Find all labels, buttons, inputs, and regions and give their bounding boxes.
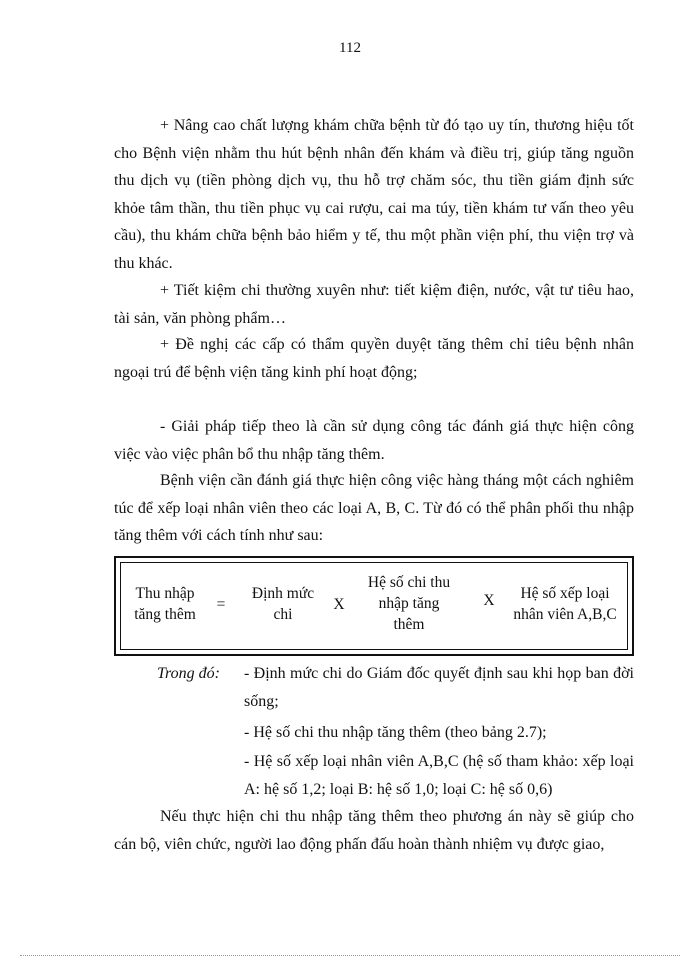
page-edge-divider bbox=[20, 955, 680, 956]
formula-term-norm-line2: chi bbox=[273, 606, 293, 623]
formula-term-norm-line1: Định mức bbox=[251, 585, 315, 602]
paragraph-cost-saving: + Tiết kiệm chi thường xuyên như: tiết kiệm điện, nước, vật tư tiêu hao, tài sản, văn phòng phẩm… bbox=[114, 282, 634, 327]
formula-term-norm bbox=[233, 583, 333, 625]
formula-times-2: X bbox=[483, 592, 495, 609]
formula-times-1: X bbox=[333, 596, 345, 613]
paragraph-revenue-measures: + Nâng cao chất lượng khám chữa bệnh từ đó tạo uy tín, thương hiệu tốt cho Bệnh viện nhằm thu hút bệnh nhân đến khám và điều trị, giúp tăng nguồn thu dịch vụ (tiền phòng dịch vụ, thu hỗ trợ chăm sóc, thu tiền giám định sức khỏe tâm thần, thu tiền phục vụ cai rượu, cai ma túy, tiền khám tư vấn theo yêu cầu), thu khám chữa bệnh bảo hiểm y tế, thu một phần viện phí, thu viện trợ và thu khác. bbox=[114, 117, 634, 272]
formula-term-coefficient bbox=[349, 572, 469, 635]
formula-term-income-line1: Thu nhập bbox=[135, 585, 195, 602]
formula-term-income bbox=[123, 583, 207, 625]
paragraph-performance-evaluation: - Giải pháp tiếp theo là cần sử dụng công tác đánh giá thực hiện công việc vào việc phân bổ thu nhập tăng thêm. bbox=[114, 418, 634, 463]
note-coefficient: - Hệ số chi thu nhập tăng thêm (theo bảng 2.7); bbox=[244, 724, 547, 741]
formula-term-coefficient-line1: Hệ số chi thu bbox=[367, 574, 451, 591]
formula-equals: = bbox=[216, 596, 226, 613]
paragraph-conclusion: Nếu thực hiện chi thu nhập tăng thêm theo phương án này sẽ giúp cho cán bộ, viên chức, người lao động phấn đấu hoàn thành nhiệm vụ được giao, bbox=[114, 808, 634, 853]
formula-box bbox=[114, 556, 634, 656]
formula-term-coefficient-line2: nhập tăng bbox=[378, 595, 440, 612]
note-norm: - Định mức chi do Giám đốc quyết định sau khi họp ban đời sống; bbox=[244, 665, 634, 710]
paragraph-outpatient-quota: + Đề nghị các cấp có thẩm quyền duyệt tăng thêm chỉ tiêu bệnh nhân ngoại trú để bệnh viện tăng kinh phí hoạt động; bbox=[114, 336, 634, 381]
formula-term-ranking-line2: nhân viên A,B,C bbox=[513, 606, 617, 623]
formula-term-ranking bbox=[503, 583, 627, 625]
formula-term-coefficient-line3: thêm bbox=[393, 616, 425, 633]
note-ranking: - Hệ số xếp loại nhân viên A,B,C (hệ số tham khảo: xếp loại A: hệ số 1,2; loại B: hệ số 1,0; loại C: hệ số 0,6) bbox=[244, 753, 634, 798]
notes-label: Trong đó: bbox=[157, 665, 220, 682]
formula-term-income-line2: tăng thêm bbox=[134, 606, 196, 623]
page-number: 112 bbox=[339, 40, 361, 56]
paragraph-monthly-evaluation: Bệnh viện cần đánh giá thực hiện công việc hàng tháng một cách nghiêm túc để xếp loại nhân viên theo các loại A, B, C. Từ đó có thể phân phối thu nhập tăng thêm với cách tính như sau: bbox=[114, 472, 634, 545]
formula-term-ranking-line1: Hệ số xếp loại bbox=[520, 585, 610, 602]
